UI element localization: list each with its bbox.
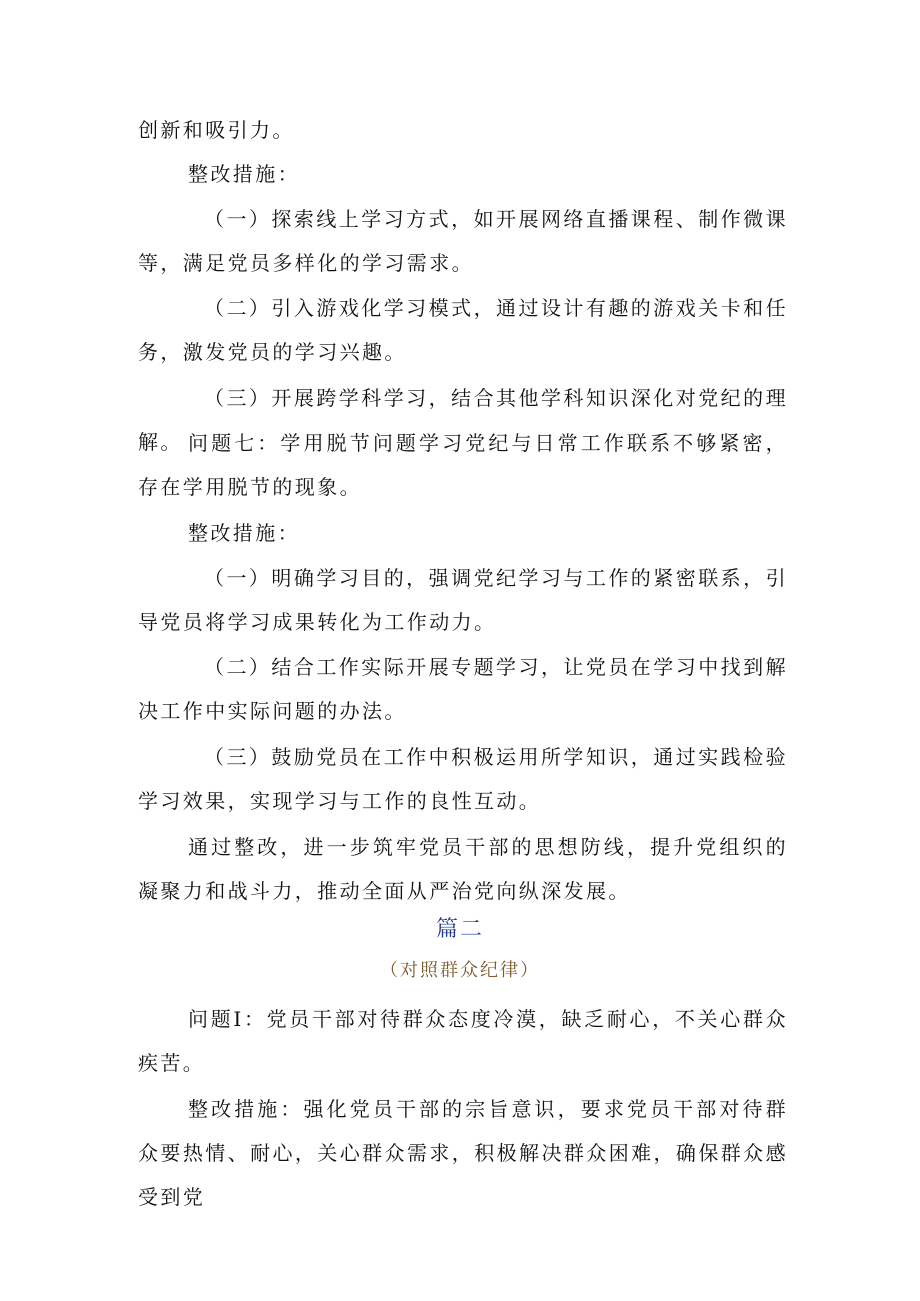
paragraph-measure-3: （三）鼓励党员在工作中积极运用所学知识，通过实践检验学习效果，实现学习与工作的良性互动。	[138, 745, 788, 813]
paragraph-measures-heading: 整改措施：	[188, 521, 300, 545]
paragraph-problem-7: 问题七：学用脱节问题学习党纪与日常工作联系不够紧密，存在学用脱节的现象。	[138, 431, 788, 499]
section-title: 篇二	[435, 917, 484, 942]
paragraph-measure-3: （三）开展跨学科学习，结合其他学科知识深化对党纪的理解。	[138, 386, 788, 454]
paragraph-measure-2: （二）引入游戏化学习模式，通过设计有趣的游戏关卡和任务，激发党员的学习兴趣。	[138, 296, 788, 364]
paragraph-measure-1: （一）明确学习目的，强调党纪学习与工作的紧密联系，引导党员将学习成果转化为工作动力。	[138, 566, 788, 634]
paragraph-conclusion: 通过整改，进一步筑牢党员干部的思想防线，提升党组织的凝聚力和战斗力，推动全面从严治党向纵深发展。	[138, 835, 788, 903]
paragraph-measure-1: （一）探索线上学习方式，如开展网络直播课程、制作微课等，满足党员多样化的学习需求。	[138, 207, 788, 275]
section-subtitle: （对照群众纪律）	[380, 960, 540, 981]
paragraph-measures: 整改措施：强化党员干部的宗旨意识，要求党员干部对待群众要热情、耐心，关心群众需求，积极解决群众困难，确保群众感受到党	[138, 1097, 788, 1209]
paragraph-problem-1: 问题Ⅰ：党员干部对待群众态度冷漠，缺乏耐心，不关心群众疾苦。	[138, 1007, 788, 1075]
paragraph-measures-heading: 整改措施：	[188, 162, 300, 186]
paragraph-measure-2: （二）结合工作实际开展专题学习，让党员在学习中找到解决工作中实际问题的办法。	[138, 655, 788, 723]
paragraph-continuation: 创新和吸引力。	[138, 118, 295, 142]
